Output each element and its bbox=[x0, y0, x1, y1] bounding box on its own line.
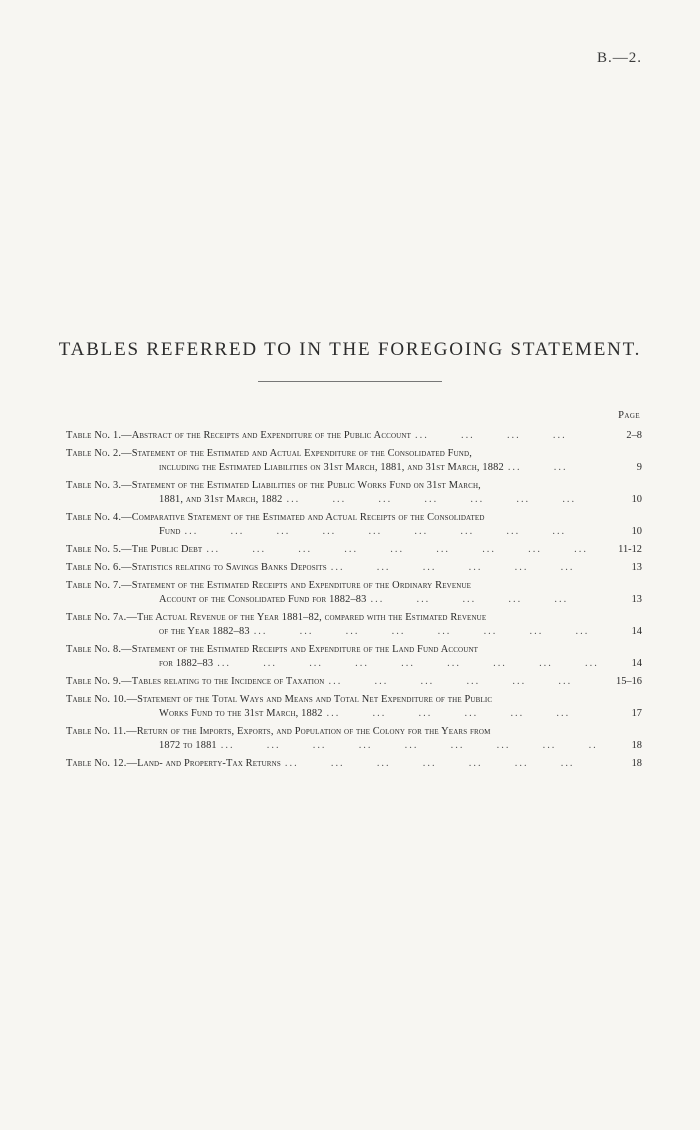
toc-entry-page-number: 14 bbox=[631, 658, 642, 669]
toc-entry-first-line bbox=[66, 611, 598, 625]
toc-entry-label: Table No. 11. bbox=[66, 726, 127, 737]
toc-entry-label: Table No. 9. bbox=[66, 676, 122, 687]
toc-entry-first-line bbox=[66, 693, 598, 707]
toc-entry-label: Table No. 7. bbox=[66, 580, 122, 591]
dot-leader bbox=[325, 675, 598, 689]
toc-entry-description: —Return of the Imports, Exports, and Population of the Colony for the Years from bbox=[126, 726, 491, 737]
toc-entry-description: —The Public Debt bbox=[121, 544, 203, 555]
dot-leader bbox=[217, 739, 598, 753]
toc-entry-label: Table No. 10. bbox=[66, 694, 127, 705]
toc-entry-description: —Statement of the Estimated Liabilities of the Public Works Fund on 31st March, bbox=[121, 480, 481, 491]
table-of-contents bbox=[66, 409, 642, 775]
toc-entry-label: Table No. 2. bbox=[66, 448, 122, 459]
toc-entry bbox=[66, 543, 642, 557]
toc-entry-first-line bbox=[66, 479, 598, 493]
toc-entry bbox=[66, 429, 642, 443]
toc-entry-continuation-line bbox=[66, 525, 598, 539]
dot-leader bbox=[281, 757, 598, 771]
toc-entry-first-line bbox=[66, 675, 598, 689]
toc-entry-description: of the Year 1882–83 bbox=[159, 626, 250, 637]
toc-entry-description: —Tables relating to the Incidence of Taxation bbox=[121, 676, 325, 687]
toc-entry bbox=[66, 611, 642, 639]
toc-entry-description: 1872 to 1881 bbox=[159, 740, 217, 751]
toc-entry-description: —Statistics relating to Savings Banks Deposits bbox=[121, 562, 327, 573]
toc-entry-label: Table No. 4. bbox=[66, 512, 122, 523]
dot-leader bbox=[504, 461, 598, 475]
toc-entry-first-line bbox=[66, 579, 598, 593]
toc-entry-description: —Statement of the Estimated and Actual Expenditure of the Consolidated Fund, bbox=[121, 448, 472, 459]
toc-entry bbox=[66, 447, 642, 475]
toc-entry-first-line bbox=[66, 561, 598, 575]
toc-entry-description: Fund bbox=[159, 526, 181, 537]
title-divider bbox=[258, 381, 442, 382]
dot-leader bbox=[250, 625, 598, 639]
toc-entry-description: —Statement of the Estimated Receipts and Expenditure of the Ordinary Revenue bbox=[121, 580, 472, 591]
page-column-heading: Page bbox=[618, 410, 640, 421]
toc-entry bbox=[66, 693, 642, 721]
toc-entry-continuation-line bbox=[66, 625, 598, 639]
toc-entry bbox=[66, 579, 642, 607]
toc-entry-page-number: 14 bbox=[631, 626, 642, 637]
toc-entry-page-number: 18 bbox=[631, 740, 642, 751]
toc-entry-page-number: 10 bbox=[631, 494, 642, 505]
toc-entry-page-number: 17 bbox=[631, 708, 642, 719]
toc-entry-description: 1881, and 31st March, 1882 bbox=[159, 494, 283, 505]
toc-entry-label: Table No. 6. bbox=[66, 562, 122, 573]
toc-entry-description: including the Estimated Liabilities on 31st March, 1881, and 31st March, 1882 bbox=[159, 462, 504, 473]
toc-entry-page-number: 13 bbox=[631, 594, 642, 605]
toc-entry bbox=[66, 675, 642, 689]
toc-entry bbox=[66, 643, 642, 671]
toc-entry-description: Works Fund to the 31st March, 1882 bbox=[159, 708, 323, 719]
toc-entry bbox=[66, 757, 642, 771]
toc-entry-first-line bbox=[66, 447, 598, 461]
toc-entry-first-line bbox=[66, 643, 598, 657]
dot-leader bbox=[282, 493, 598, 507]
toc-entry-continuation-line bbox=[66, 657, 598, 671]
toc-entry-first-line bbox=[66, 757, 598, 771]
toc-entry-page-number: 18 bbox=[631, 758, 642, 769]
toc-entry-page-number: 13 bbox=[631, 562, 642, 573]
toc-entry-description: —The Actual Revenue of the Year 1881–82, compared with the Estimated Revenue bbox=[126, 612, 487, 623]
toc-entry-continuation-line bbox=[66, 593, 598, 607]
toc-entry-description: —Abstract of the Receipts and Expenditure of the Public Account bbox=[121, 430, 411, 441]
dot-leader bbox=[213, 657, 598, 671]
toc-entry-page-number: 9 bbox=[636, 462, 642, 473]
toc-entry-list bbox=[66, 429, 642, 771]
dot-leader bbox=[411, 429, 598, 443]
toc-entry-page-number: 11-12 bbox=[618, 544, 642, 555]
toc-entry-first-line bbox=[66, 725, 598, 739]
dot-leader bbox=[367, 593, 599, 607]
toc-entry-label: Table No. 3. bbox=[66, 480, 122, 491]
toc-entry-description: for 1882–83 bbox=[159, 658, 214, 669]
dot-leader bbox=[181, 525, 598, 539]
toc-entry-label: Table No. 8. bbox=[66, 644, 122, 655]
toc-entry-description: —Statement of the Total Ways and Means and Total Net Expenditure of the Public bbox=[126, 694, 493, 705]
toc-entry-description: —Statement of the Estimated Receipts and Expenditure of the Land Fund Account bbox=[121, 644, 479, 655]
toc-entry-first-line bbox=[66, 511, 598, 525]
toc-entry bbox=[66, 511, 642, 539]
toc-entry-continuation-line bbox=[66, 493, 598, 507]
dot-leader bbox=[323, 707, 598, 721]
toc-entry-label: Table No. 1. bbox=[66, 430, 122, 441]
toc-entry bbox=[66, 725, 642, 753]
toc-entry-description: Account of the Consolidated Fund for 1882–83 bbox=[159, 594, 367, 605]
page-reference: B.—2. bbox=[596, 50, 642, 66]
toc-entry-label: Table No. 5. bbox=[66, 544, 122, 555]
toc-entry-continuation-line bbox=[66, 461, 598, 475]
toc-entry-page-number: 2–8 bbox=[626, 430, 642, 441]
toc-entry-label: Table No. 7a. bbox=[66, 612, 127, 623]
toc-entry bbox=[66, 479, 642, 507]
dot-leader bbox=[327, 561, 598, 575]
page-title: TABLES REFERRED TO IN THE FOREGOING STATEMENT. bbox=[58, 339, 642, 360]
toc-entry-page-number: 10 bbox=[631, 526, 642, 537]
toc-entry-description: —Comparative Statement of the Estimated and Actual Receipts of the Consolidated bbox=[121, 512, 485, 523]
dot-leader bbox=[202, 543, 598, 557]
toc-entry-description: —Land- and Property-Tax Returns bbox=[126, 758, 281, 769]
toc-entry-page-number: 15–16 bbox=[616, 676, 642, 687]
toc-entry-first-line bbox=[66, 429, 598, 443]
toc-entry bbox=[66, 561, 642, 575]
toc-entry-label: Table No. 12. bbox=[66, 758, 127, 769]
toc-entry-continuation-line bbox=[66, 707, 598, 721]
toc-entry-first-line bbox=[66, 543, 598, 557]
toc-entry-continuation-line bbox=[66, 739, 598, 753]
